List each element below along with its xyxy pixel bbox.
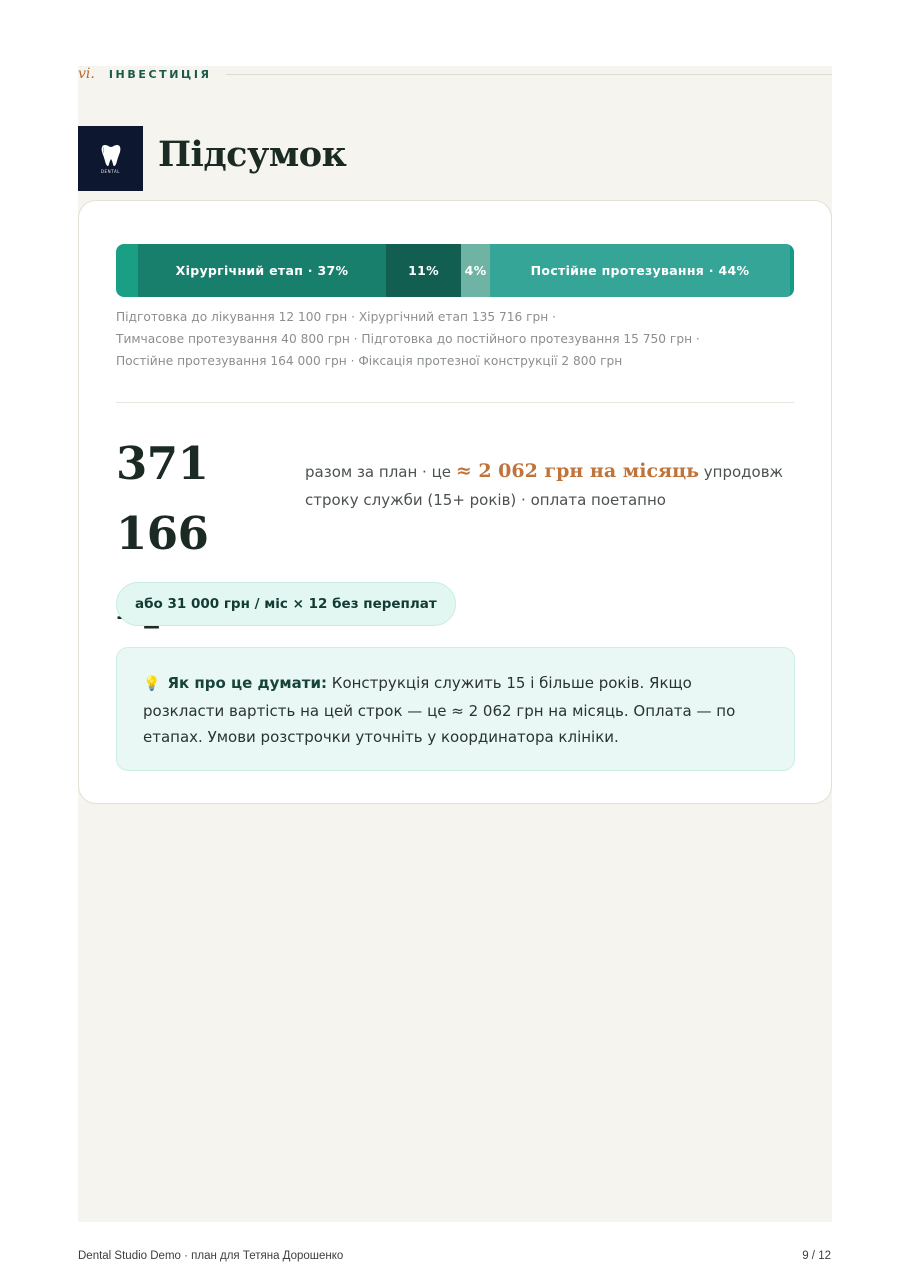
bar-segment bbox=[790, 244, 794, 297]
summary-card bbox=[78, 200, 832, 804]
installment-badge: або 31 000 грн / міс × 12 без переплат bbox=[116, 582, 456, 626]
page-number: 9 / 12 bbox=[802, 1250, 831, 1262]
breakdown-line: Постійне протезування 164 000 грн · Фіксація протезної конструкції 2 800 грн bbox=[116, 354, 623, 368]
bar-segment: Постійне протезування · 44% bbox=[490, 244, 790, 297]
tooth-icon bbox=[101, 143, 121, 167]
bar-segment: 4% bbox=[461, 244, 490, 297]
note-text: Конструкція служить 15 і більше років. Якщо розкласти вартість на цей строк — це ≈ 2 062 грн на місяць. Оплата — по етапах. Умови розстрочки уточніть у координатора клініки. bbox=[143, 674, 736, 746]
cost-breakdown-text bbox=[116, 306, 756, 372]
advice-note bbox=[116, 647, 795, 771]
monthly-amount: ≈ 2 062 грн на місяць bbox=[455, 460, 699, 482]
footer-document-info: Dental Studio Demo · план для Тетяна Дорошенко bbox=[78, 1250, 344, 1262]
total-description bbox=[305, 457, 805, 514]
section-header bbox=[78, 64, 832, 84]
total-desc-suffix: упродовж строку служби (15+ років) · оплата поетапно bbox=[305, 463, 784, 509]
breakdown-line: Тимчасове протезування 40 800 грн · Підготовка до постійного протезування 15 750 грн · bbox=[116, 332, 700, 346]
lightbulb-icon: 💡 bbox=[143, 676, 161, 692]
bar-segment: 11% bbox=[386, 244, 461, 297]
section-label: ІНВЕСТИЦІЯ bbox=[108, 67, 212, 81]
cost-breakdown-bar bbox=[116, 244, 794, 297]
page-title: Підсумок bbox=[158, 134, 347, 175]
total-desc-prefix: разом за план · це bbox=[305, 463, 452, 481]
note-heading: Як про це думати: bbox=[167, 674, 328, 692]
bar-segment bbox=[116, 244, 138, 297]
section-number: vi. bbox=[78, 66, 95, 82]
bar-segment: Хірургічний етап · 37% bbox=[138, 244, 386, 297]
section-divider bbox=[226, 74, 832, 75]
clinic-logo bbox=[78, 126, 143, 191]
logo-text: DENTAL bbox=[100, 169, 121, 174]
breakdown-line: Підготовка до лікування 12 100 грн · Хірургічний етап 135 716 грн · bbox=[116, 310, 556, 324]
card-divider bbox=[116, 402, 794, 403]
total-amount: 371 166 bbox=[116, 437, 209, 560]
